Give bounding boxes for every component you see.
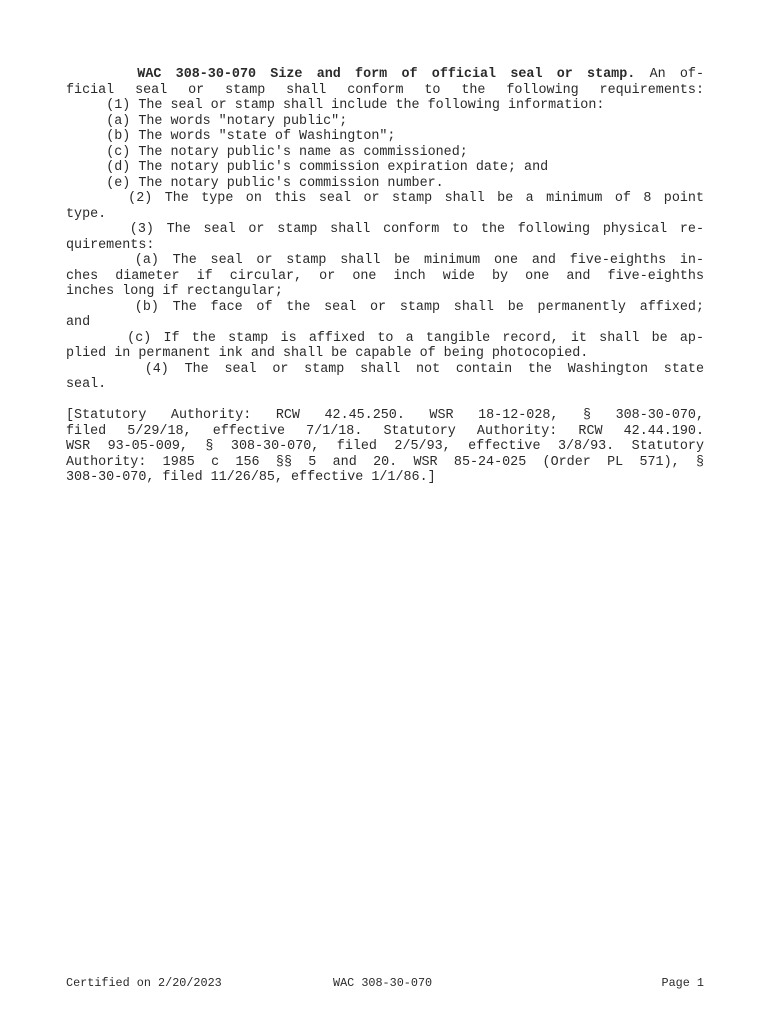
subsection-2: (2) The type on this seal or stamp shall be a minimum of 8 point bbox=[128, 191, 704, 206]
section-title: Size and form of official seal or stamp bbox=[270, 67, 628, 82]
history-note-line-5: 308-30-070, filed 11/26/85, effective 1/1/86.] bbox=[66, 470, 436, 485]
history-note-line-3: WSR 93-05-009, § 308-30-070, filed 2/5/93, effective 3/8/93. Statutory bbox=[66, 439, 704, 454]
history-note-line-2: filed 5/29/18, effective 7/1/18. Statutory Authority: RCW 42.44.190. bbox=[66, 423, 704, 439]
section-heading-line: WAC 308-30-070 Size and form of official seal or stamp. An of- bbox=[137, 67, 704, 82]
item-1d: (d) The notary public's commission expiration date; and bbox=[106, 160, 549, 175]
item-3a: (a) The seal or stamp shall be minimum one and five-eighths in- bbox=[134, 253, 704, 268]
subsection-3-cont: quirements: bbox=[66, 237, 155, 253]
item-3a-cont-2: inches long if rectangular; bbox=[66, 284, 283, 299]
subsection-2-cont: type. bbox=[66, 206, 107, 222]
intro-text: ficial seal or stamp shall conform to the following requirements: bbox=[66, 82, 704, 98]
history-note-line-1: [Statutory Authority: RCW 42.45.250. WSR 18-12-028, § 308-30-070, bbox=[66, 408, 704, 423]
history-note-line-4: Authority: 1985 c 156 §§ 5 and 20. WSR 85-24-025 (Order PL 571), § bbox=[66, 454, 704, 470]
section-citation: WAC 308-30-070 bbox=[137, 67, 257, 82]
item-1e: (e) The notary public's commission number. bbox=[106, 175, 444, 191]
item-3b: (b) The face of the seal or stamp shall be permanently affixed; bbox=[134, 299, 704, 315]
item-1a: (a) The words "notary public"; bbox=[106, 113, 348, 129]
subsection-4: (4) The seal or stamp shall not contain the Washington state bbox=[144, 361, 704, 377]
section-body bbox=[66, 67, 704, 486]
footer-page-number: Page 1 bbox=[661, 976, 704, 990]
item-3c-cont: plied in permanent ink and shall be capable of being photocopied. bbox=[66, 346, 589, 361]
subsection-3: (3) The seal or stamp shall conform to the following physical re- bbox=[129, 222, 704, 237]
item-3a-cont-1: ches diameter if circular, or one inch wide by one and five-eighths bbox=[66, 268, 704, 284]
subsection-4-cont: seal. bbox=[66, 377, 107, 392]
item-1b: (b) The words "state of Washington"; bbox=[106, 129, 396, 144]
item-3b-cont: and bbox=[66, 315, 91, 330]
item-3c: (c) If the stamp is affixed to a tangible record, it shall be ap- bbox=[127, 330, 704, 346]
footer-section-id: WAC 308-30-070 bbox=[333, 976, 433, 990]
footer-certified-date: Certified on 2/20/2023 bbox=[66, 976, 222, 990]
intro-text-start: An of- bbox=[649, 67, 704, 82]
item-1c: (c) The notary public's name as commissioned; bbox=[106, 144, 468, 160]
subsection-1: (1) The seal or stamp shall include the following information: bbox=[106, 98, 605, 113]
